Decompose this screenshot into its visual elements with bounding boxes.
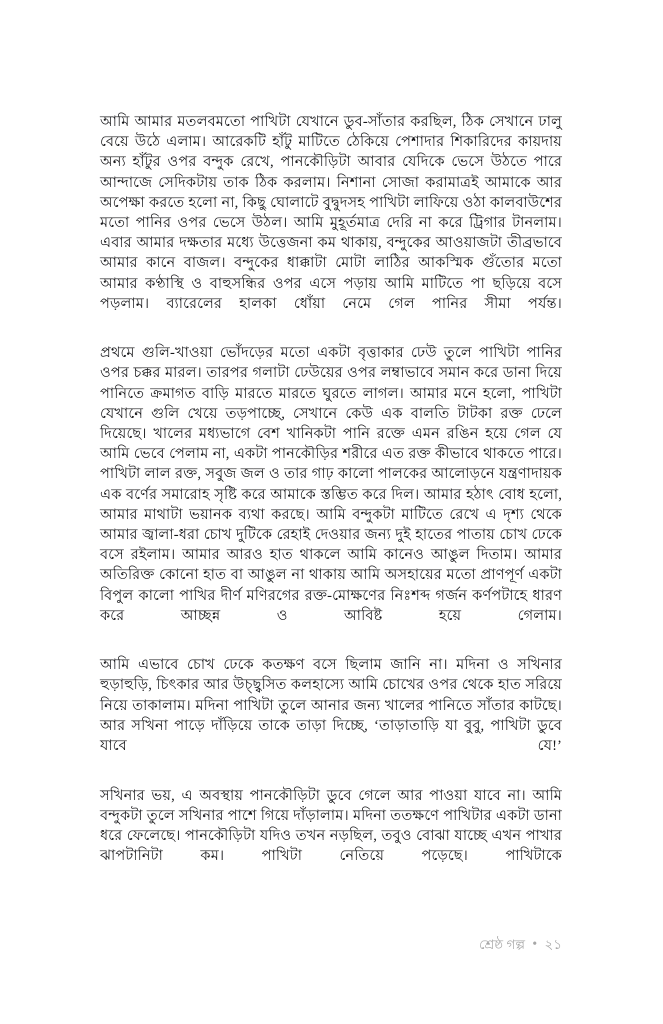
footer-book-title: শ্রেষ্ঠ গল্প [479,937,525,952]
paragraph: আমি এভাবে চোখ ঢেকে কতক্ষণ বসে ছিলাম জানি না। মদিনা ও সখিনার হুড়াহুড়ি, চিৎকার আর উচ্ছ্বসিত কলহাস্যে আমি চোখের ওপর থেকে হাত সরিয়ে নিয়ে তাকালাম। মদিনা পাখিটা তুলে আনার জন্য খালের পানিতে সাঁতার কাটছে। আর সখিনা পাড়ে দাঁড়িয়ে তাকে তাড়া দিচ্ছে, ‘তাড়াতাড়ি যা বুবু, পাখিটা ডুবে যাবে যে!’ [100,657,562,755]
paragraph: সখিনার ভয়, এ অবস্থায় পানকৌড়িটা ডুবে গেলে আর পাওয়া যাবে না। আমি বন্দুকটা তুলে সখিনার পাশে গিয়ে দাঁড়ালাম। মদিনা ততক্ষণে পাখিটার একটা ডানা ধরে ফেলেছে। পানকৌড়িটা যদিও তখন নড়ছিল, তবুও বোঝা যাচ্ছে এখন পাখার ঝাপটানিটা কম। পাখিটা নেতিয়ে পড়েছে। পাখিটাকে [100,787,562,865]
page-number: ২১ [544,937,562,952]
body-text-column [100,112,562,887]
paragraph: প্রথমে গুলি-খাওয়া ভোঁদড়ের মতো একটা বৃত্তাকার ঢেউ তুলে পাখিটা পানির ওপর চক্কর মারল। তারপর গলাটা ঢেউয়ের ওপর লম্বাভাবে সমান করে ডানা দিয়ে পানিতে ক্রমাগত বাড়ি মারতে মারতে ঘুরতে লাগল। আমার মনে হলো, পাখিটা যেখানে গুলি খেয়ে তড়পাচ্ছে, সেখানে কেউ এক বালতি টাটকা রক্ত ঢেলে দিয়েছে। খালের মধ্যভাগে বেশ খানিকটা পানি রক্তে এমন রঙিন হয়ে গেল যে আমি ভেবে পেলাম না, একটা পানকৌড়ির শরীরে এত রক্ত কীভাবে থাকতে পারে। পাখিটা লাল রক্ত, সবুজ জল ও তার গাঢ় কালো পালকের আলোড়নে যন্ত্রণাদায়ক এক বর্ণের সমারোহ সৃষ্টি করে আমাকে স্তম্ভিত করে দিল। আমার হঠাৎ বোধ হলো, আমার মাথাটা ভয়ানক ব্যথা করছে। আমি বন্দুকটা মাটিতে রেখে এ দৃশ্য থেকে আমার জ্বালা-ধরা চোখ দুটিকে রেহাই দেওয়ার জন্য দুই হাতের পাতায় চোখ ঢেকে বসে রইলাম। আমার আরও হাত থাকলে আমি কানেও আঙুল দিতাম। আমার অতিরিক্ত কোনো হাত বা আঙুল না থাকায় আমি অসহায়ের মতো প্রাণপূর্ণ একটা বিপুল কালো পাখির দীর্ণ মণিরগের রক্ত-মোক্ষণের নিঃশব্দ গর্জন কর্ণপটাহে ধারণ করে আচ্ছন্ন ও আবিষ্ট হয়ে গেলাম। [100,345,562,624]
paragraph: আমি আমার মতলবমতো পাখিটা যেখানে ডুব-সাঁতার করছিল, ঠিক সেখানে ঢালু বেয়ে উঠে এলাম। আরেকটি হাঁটু মাটিতে ঠেকিয়ে পেশাদার শিকারিদের কায়দায় অন্য হাঁটুর ওপর বন্দুক রেখে, পানকৌড়িটা আবার যেদিকে ভেসে উঠতে পারে আন্দাজে সেদিকটায় তাক ঠিক করলাম। নিশানা সোজা করামাত্রই আমাকে আর অপেক্ষা করতে হলো না, কিছু ঘোলাটে বুদ্বুদসহ পাখিটা লাফিয়ে ওঠা কালবাউশের মতো পানির ওপর ভেসে উঠল। আমি মুহূর্তমাত্র দেরি না করে ট্রিগার টানলাম। এবার আমার দক্ষতার মধ্যে উত্তেজনা কম থাকায়, বন্দুকের আওয়াজটা তীব্রভাবে আমার কানে বাজল। বন্দুকের ধাক্কাটা মোটা লাঠির আকস্মিক গুঁতোর মতো আমার কণ্ঠাস্থি ও বাহুসন্ধির ওপর এসে পড়ায় আমি মাটিতে পা ছড়িয়ে বসে পড়লাম। ব্যারেলের হালকা ধোঁয়া নেমে গেল পানির সীমা পর্যন্ত। [100,114,562,312]
page-footer [100,936,562,954]
footer-separator-dot: • [532,936,538,951]
